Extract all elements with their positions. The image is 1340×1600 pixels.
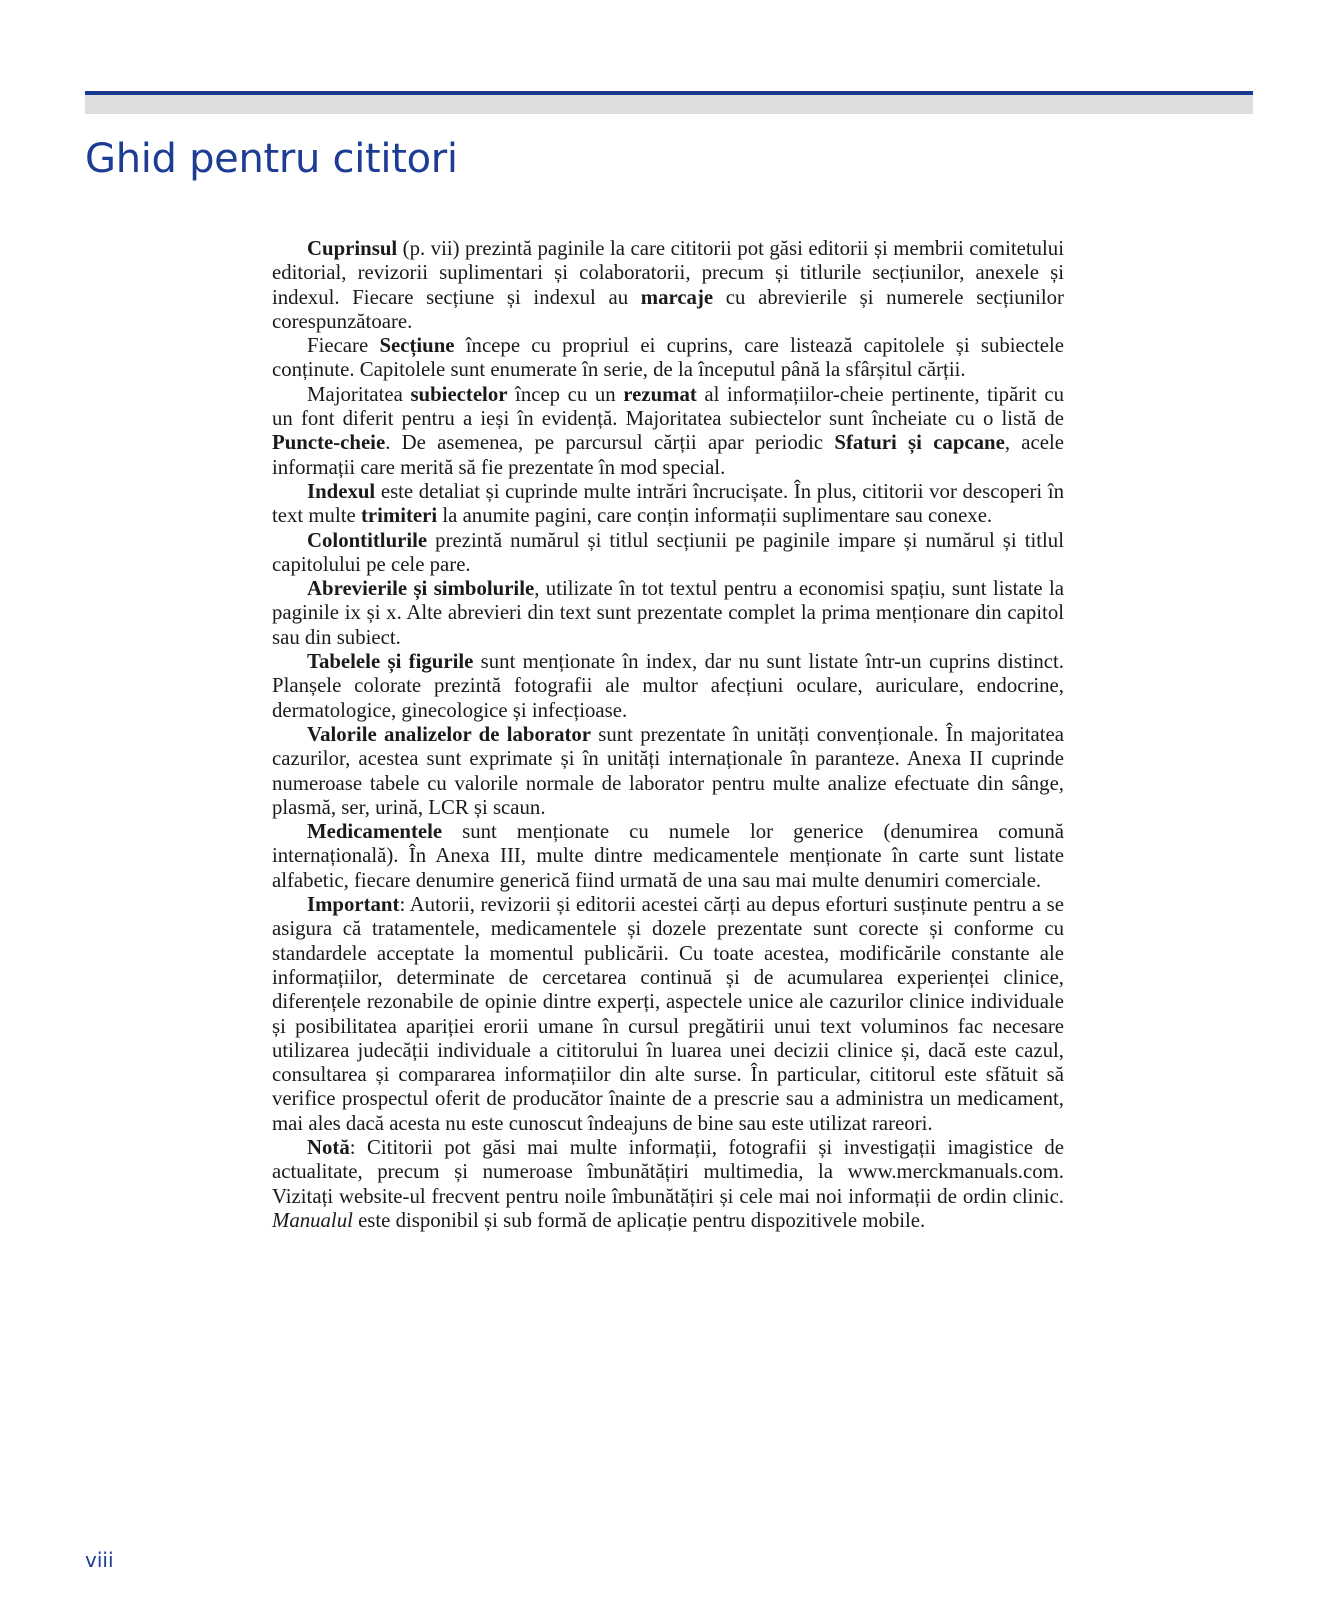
bold-term: Valorile analizelor de laborator — [307, 722, 592, 746]
bold-term: Indexul — [307, 479, 376, 503]
paragraph — [272, 334, 1064, 383]
body-text — [272, 237, 1064, 1233]
text-run: al informațiilor-cheie pertinente, tipărit cu un font diferit pentru a ieși în evidență. Majoritatea subiectelor sunt încheiate cu o listă de — [272, 382, 1064, 431]
text-run: cu abrevierile și numerele secțiunilor corespunzătoare. — [272, 285, 1064, 333]
bold-term: Abrevierile și simbolurile — [307, 577, 535, 601]
text-run: începe cu propriul ei cuprins, care listează capitolele și subiectele conținute. Capitolele sunt enumerate în serie, de la începutul până la sfârșitul cărții. — [272, 334, 1064, 382]
bold-term: marcaje — [640, 285, 714, 309]
bold-term: Puncte-cheie — [272, 431, 386, 455]
bold-term: Notă — [307, 1135, 350, 1159]
text-run: (p. vii) prezintă paginile la care cititorii pot găsi editorii și membrii comitetului editorial, revizorii suplimentari și colaboratorii, precum și titlurile secțiunilor, anexele și indexul. Fiecare secțiune și indexul au — [272, 237, 1064, 309]
page-title: Ghid pentru cititori — [85, 136, 458, 182]
page-number: viii — [85, 1548, 114, 1572]
text-run: : Cititorii pot găsi mai multe informații, fotografii și investigații imagistice de actualitate, precum și numeroase îmbunătățiri multimedia, la www.merckmanuals.com. Vizitați website-ul frecvent pentru noile îmbunătățiri și cele mai noi informații de ordin clinic. — [272, 1135, 1064, 1208]
paragraph — [272, 650, 1064, 723]
paragraph — [272, 1136, 1064, 1233]
bold-term: trimiteri — [360, 504, 438, 528]
text-run: Majoritatea — [307, 382, 411, 406]
bold-term: Cuprinsul — [307, 237, 398, 260]
text-run: la anumite pagini, care conțin informații suplimentare sau conexe. — [437, 504, 993, 528]
bold-term: Important — [307, 893, 400, 917]
text-run: . De asemenea, pe parcursul cărții apar periodic — [385, 431, 835, 455]
text-run: : Autorii, revizorii și editorii acestei cărți au depus eforturi susținute pentru a se asigura că tratamentele, medicamentele și dozele prezentate sunt corecte și conforme cu standardele acceptate la momentul publicării. Cu toate acestea, modificările constante ale informațiilor, determinate de cercetarea continuă și de acumularea experienței clinice, diferențele rezonabile de opinie dintre experți, aspectele unice ale cazurilor clinice individuale și posibilitatea apariției erorii umane în cursul pregătirii unui text voluminos fac necesare utilizarea judecății individuale a cititorului în luarea unei decizii clinice și, dacă este cazul, consultarea și compararea informațiilor din alte surse. În particular, cititorul este sfătuit să verifice prospectul oferit de producător înainte de a prescrie sau a administra un medicament, mai ales dacă acesta nu este cunoscut îndeajuns de bine sau este utilizat rareori. — [272, 893, 1064, 1135]
text-run: Fiecare — [307, 334, 380, 358]
text-run: încep cu un — [507, 382, 624, 406]
text-run: sunt menționate în index, dar nu sunt listate într-un cuprins distinct. Planșele colorate prezintă fotografii ale multor afecțiuni oculare, auriculare, endocrine, dermatologice, ginecologice și infecțioase. — [272, 650, 1064, 722]
bold-term: Medicamentele — [307, 820, 443, 844]
text-run: este detaliat și cuprinde multe intrări încrucișate. În plus, cititorii vor descoperi în text multe — [272, 479, 1064, 528]
text-run: sunt menționate cu numele lor generice (denumirea comună internațională). În Anexa III, multe dintre medicamentele menționate în carte sunt listate alfabetic, fiecare denumire generică fiind urmată de una sau mai multe denumiri comerciale. — [272, 820, 1064, 892]
bold-term: subiectelor — [410, 382, 508, 406]
text-run: , acele informații care merită să fie prezentate în mod special. — [272, 431, 1064, 479]
text-run: este disponibil și sub formă de aplicație pentru dispozitivele mobile. — [352, 1208, 926, 1232]
bold-term: Sfaturi și capcane — [834, 431, 1005, 455]
paragraph — [272, 383, 1064, 480]
paragraph — [272, 893, 1064, 1136]
paragraph — [272, 237, 1064, 334]
italic-term: Manualul — [272, 1208, 353, 1232]
paragraph — [272, 820, 1064, 893]
bold-term: Secțiune — [379, 334, 455, 358]
bold-term: rezumat — [623, 382, 697, 406]
text-run: , utilizate în tot textul pentru a economisi spațiu, sunt listate la paginile ix și x. Alte abrevieri din text sunt prezentate complet la prima menționare din capitol sau din subiect. — [272, 577, 1064, 649]
bold-term: Tabelele și figurile — [307, 650, 474, 674]
bold-term: Colontitlurile — [307, 528, 428, 552]
text-run: sunt prezentate în unități convenționale. În majoritatea cazurilor, acestea sunt exprimate și în unități internaționale în paranteze. Anexa II cuprinde numeroase tabele cu valorile normale de laborator pentru multe analize efectuate din sânge, plasmă, ser, urină, LCR și scaun. — [272, 722, 1064, 819]
paragraph — [272, 723, 1064, 820]
header-rule-bar — [85, 91, 1253, 114]
paragraph — [272, 480, 1064, 529]
text-run: prezintă numărul și titlul secțiunii pe paginile impare și numărul și titlul capitolului pe cele pare. — [272, 528, 1064, 576]
paragraph — [272, 577, 1064, 650]
paragraph — [272, 529, 1064, 578]
